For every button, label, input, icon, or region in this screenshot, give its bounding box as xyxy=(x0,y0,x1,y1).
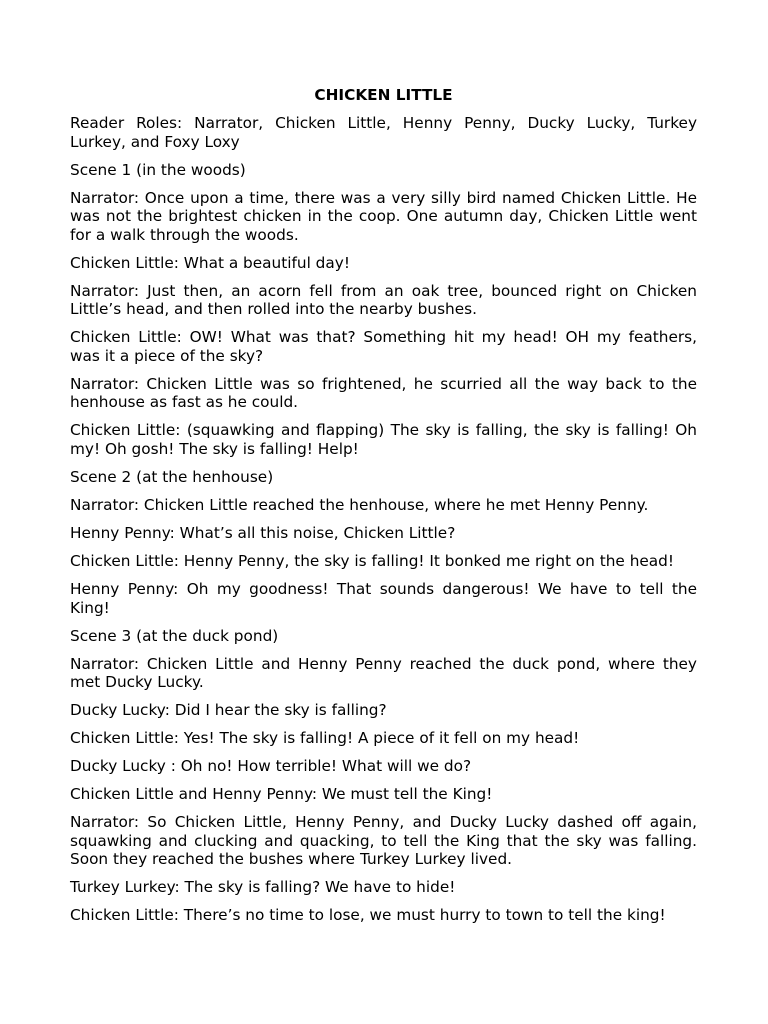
dialogue-line xyxy=(70,701,697,720)
dialogue-line xyxy=(70,552,697,571)
narrator-line xyxy=(70,282,697,319)
text-line: Narrator: Just then, an acorn fell from an oak tree, bounced right on Chicken xyxy=(70,281,697,300)
text-line: Chicken Little and Henny Penny: We must tell the King! xyxy=(70,785,493,804)
text-line: Reader Roles: Narrator, Chicken Little, Henny Penny, Ducky Lucky, Turkey xyxy=(70,113,697,132)
text-line: Chicken Little: (squawking and flapping) The sky is falling, the sky is falling! Oh xyxy=(70,421,697,440)
narrator-line xyxy=(70,375,697,412)
text-line: Little’s head, and then rolled into the nearby bushes. xyxy=(70,300,477,319)
narrator-line xyxy=(70,655,697,692)
scene-heading xyxy=(70,627,697,646)
dialogue-line xyxy=(70,878,697,897)
narrator-line xyxy=(70,813,697,869)
text-line: Narrator: So Chicken Little, Henny Penny, and Ducky Lucky dashed off again, xyxy=(70,813,697,832)
text-line: squawking and clucking and quacking, to tell the King that the sky was falling. xyxy=(70,831,697,850)
scene-heading xyxy=(70,161,697,180)
document-title: CHICKEN LITTLE xyxy=(314,86,453,104)
text-line: King! xyxy=(70,598,110,617)
dialogue-line xyxy=(70,328,697,365)
dialogue-line xyxy=(70,421,697,458)
dialogue-line xyxy=(70,906,697,925)
text-line: met Ducky Lucky. xyxy=(70,673,204,692)
text-line: Ducky Lucky: Did I hear the sky is falling? xyxy=(70,701,387,720)
dialogue-line xyxy=(70,785,697,804)
text-line: Narrator: Chicken Little and Henny Penny reached the duck pond, where they xyxy=(70,654,697,673)
text-line: Scene 3 (at the duck pond) xyxy=(70,626,279,645)
text-line: Ducky Lucky : Oh no! How terrible! What will we do? xyxy=(70,757,472,776)
text-line: Chicken Little: What a beautiful day! xyxy=(70,253,350,272)
narrator-line xyxy=(70,189,697,245)
dialogue-line xyxy=(70,729,697,748)
dialogue-line xyxy=(70,254,697,273)
text-line: was it a piece of the sky? xyxy=(70,346,264,365)
text-line: Narrator: Chicken Little was so frightened, he scurried all the way back to the xyxy=(70,374,697,393)
text-line: Scene 2 (at the henhouse) xyxy=(70,468,274,487)
dialogue-line xyxy=(70,524,697,543)
text-line: Chicken Little: OW! What was that? Something hit my head! OH my feathers, xyxy=(70,328,697,347)
text-line: my! Oh gosh! The sky is falling! Help! xyxy=(70,440,359,459)
text-line: was not the brightest chicken in the coop. One autumn day, Chicken Little went xyxy=(70,207,697,226)
reader-roles xyxy=(70,114,697,151)
narrator-line xyxy=(70,496,697,515)
text-line: Chicken Little: There’s no time to lose, we must hurry to town to tell the king! xyxy=(70,906,666,925)
dialogue-line xyxy=(70,580,697,617)
text-line: henhouse as fast as he could. xyxy=(70,393,299,412)
text-line: Lurkey, and Foxy Loxy xyxy=(70,132,240,151)
text-line: Narrator: Once upon a time, there was a very silly bird named Chicken Little. He xyxy=(70,188,697,207)
text-line: Chicken Little: Yes! The sky is falling! A piece of it fell on my head! xyxy=(70,729,580,748)
dialogue-line xyxy=(70,757,697,776)
scene-heading xyxy=(70,468,697,487)
text-line: Turkey Lurkey: The sky is falling? We have to hide! xyxy=(70,878,456,897)
text-line: Narrator: Chicken Little reached the henhouse, where he met Henny Penny. xyxy=(70,496,649,514)
text-line: Henny Penny: What’s all this noise, Chicken Little? xyxy=(70,523,456,542)
text-line: Chicken Little: Henny Penny, the sky is falling! It bonked me right on the head! xyxy=(70,551,675,570)
text-line: Soon they reached the bushes where Turkey Lurkey lived. xyxy=(70,850,513,869)
text-line: Scene 1 (in the woods) xyxy=(70,160,246,179)
text-line: Henny Penny: Oh my goodness! That sounds dangerous! We have to tell the xyxy=(70,579,697,598)
text-line: for a walk through the woods. xyxy=(70,225,299,244)
